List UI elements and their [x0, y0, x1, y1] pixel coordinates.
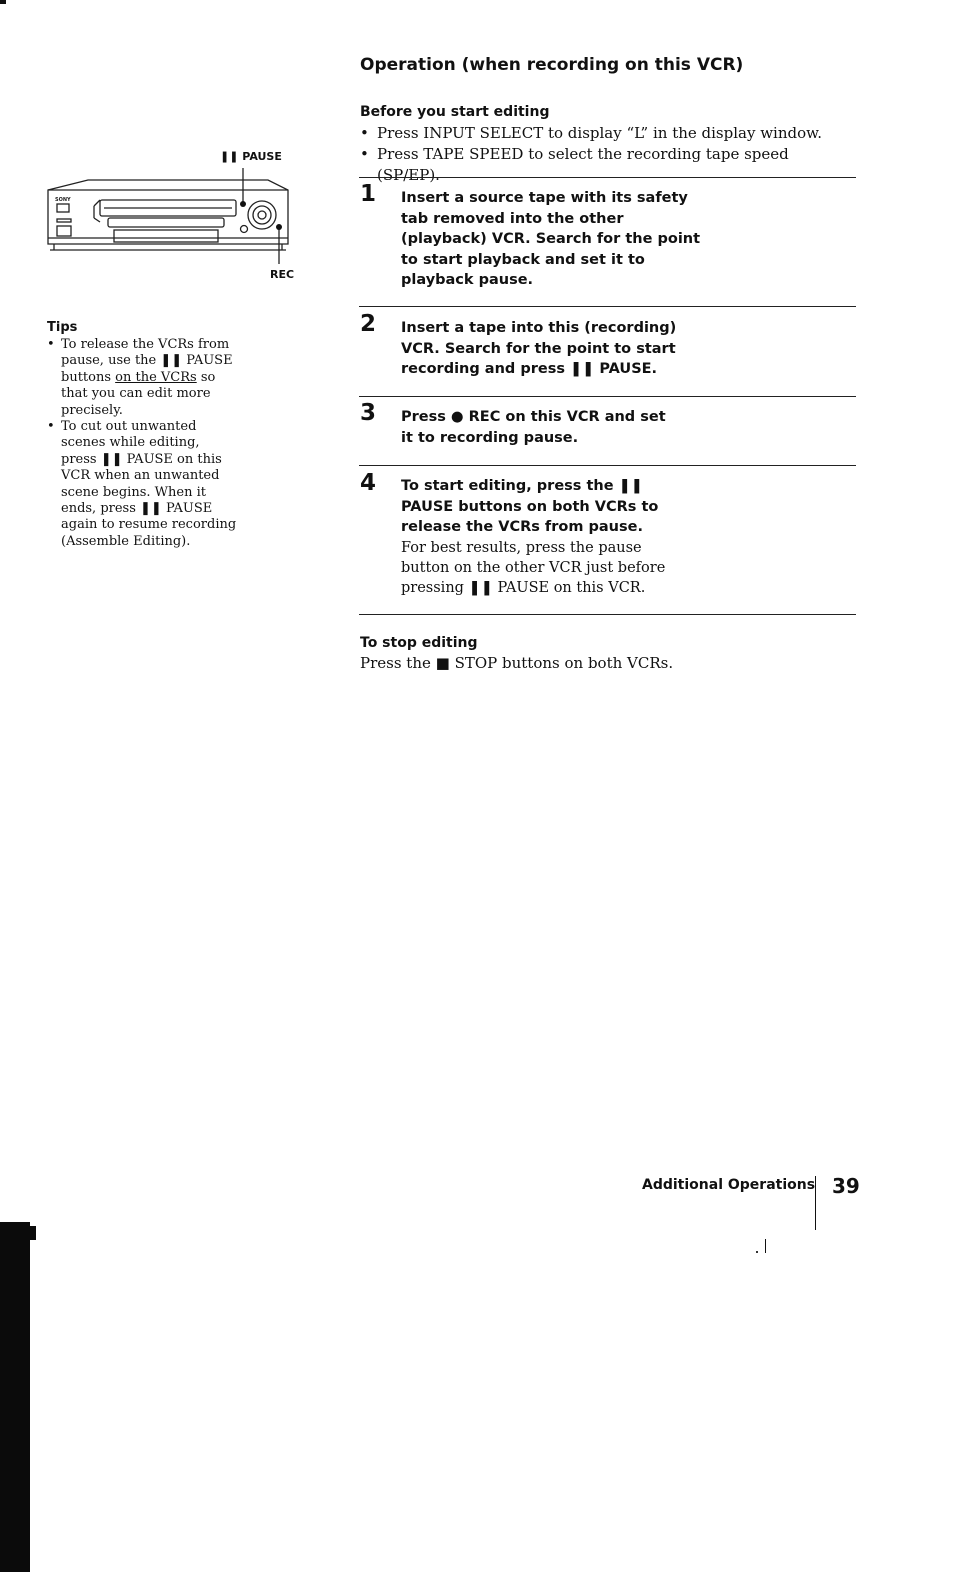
tip-item	[47, 337, 237, 419]
page-number: 39	[832, 1174, 860, 1198]
step-text: Insert a source tape with its safety tab removed into the other (playback) VCR. Search for the point to start playback and set it to playback pause.	[401, 190, 701, 288]
divider	[359, 465, 856, 466]
scan-corner-mark	[0, 0, 6, 4]
before-editing-heading: Before you start editing	[360, 104, 550, 120]
scan-edge-shadow	[0, 1222, 30, 1572]
stop-editing-text: Press the ■ STOP buttons on both VCRs.	[360, 654, 674, 672]
scan-edge-shadow	[20, 1226, 36, 1240]
tip-text: so that you can edit more precisely.	[61, 369, 216, 418]
step-text: Press ● REC on this VCR and set it to recording pause.	[401, 409, 666, 446]
step-text: Insert a tape into this (recording) VCR. Search for the point to start recording and press ❚❚ PAUSE.	[401, 320, 677, 377]
divider	[359, 177, 856, 178]
before-editing-item: • Press TAPE SPEED to select the recording tape speed (SP/EP).	[360, 144, 840, 186]
rec-button-icon	[241, 226, 248, 233]
step-text: To start editing, press the ❚❚ PAUSE buttons on both VCRs to release the VCRs from pause.	[401, 478, 659, 535]
step-number: 3	[360, 400, 377, 426]
brand-logo: SONY	[55, 197, 71, 203]
rec-callout-label: REC	[270, 268, 295, 281]
pause-button-icon	[240, 201, 246, 207]
step-number: 4	[360, 470, 377, 496]
divider	[359, 614, 856, 615]
footer-section-name: Additional Operations	[642, 1177, 816, 1193]
tip-item: • To cut out unwanted scenes while editing, press ❚❚ PAUSE on this VCR when an unwanted scene begins. When it ends, press ❚❚ PAUSE again to resume recording (Assemble Editing).	[47, 419, 237, 550]
divider	[359, 396, 856, 397]
scan-mark	[765, 1239, 766, 1253]
tip-text: To release the VCRs from pause, use the ❚❚ PAUSE buttons	[61, 337, 233, 385]
step-note: For best results, press the pause button on the other VCR just before pressing ❚❚ PAUSE on this VCR.	[401, 540, 666, 596]
tips-list	[47, 337, 237, 550]
tip-underlined-text: on the VCRs	[115, 369, 197, 385]
step-number: 1	[360, 181, 377, 207]
divider	[359, 306, 856, 307]
stop-editing-heading: To stop editing	[360, 635, 478, 651]
tips-heading: Tips	[47, 320, 78, 335]
pause-callout-label: ❚❚ PAUSE	[220, 150, 282, 163]
step-number: 2	[360, 311, 377, 337]
before-editing-item: • Press INPUT SELECT to display “L” in the display window.	[360, 123, 840, 144]
rec-callout-dot	[276, 224, 282, 230]
footer-divider	[815, 1176, 816, 1230]
scan-dot	[756, 1251, 758, 1253]
section-title: Operation (when recording on this VCR)	[360, 55, 744, 75]
vcr-illustration	[40, 160, 300, 270]
